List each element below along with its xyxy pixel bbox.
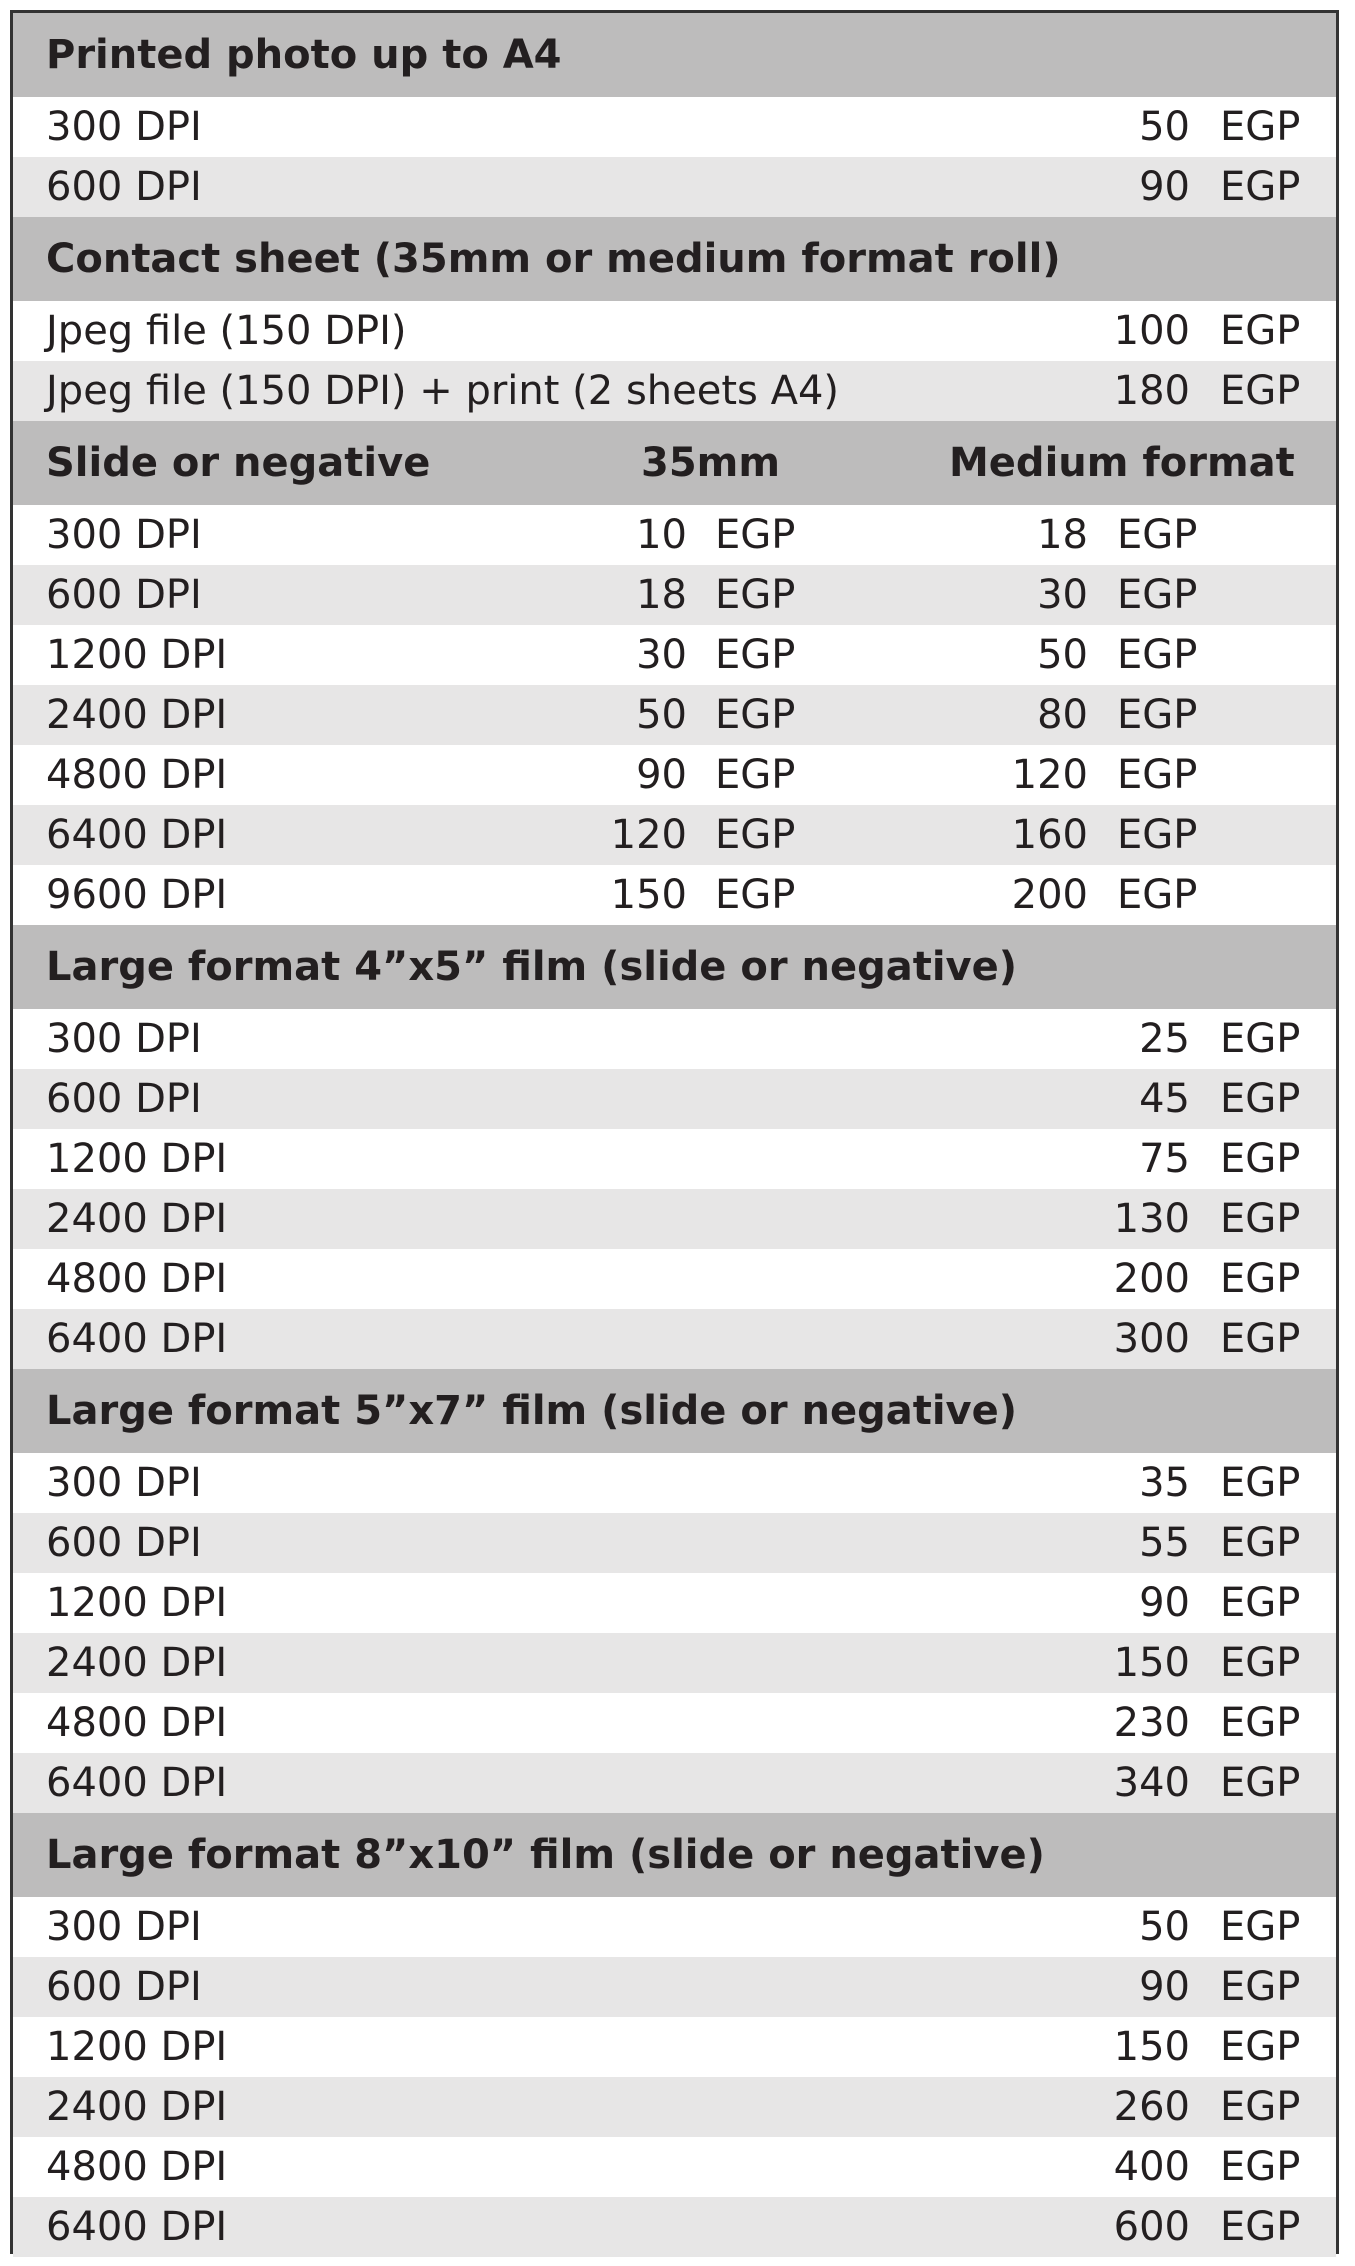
currency: EGP <box>1220 164 1301 210</box>
price: 340 <box>1113 1760 1190 1806</box>
price-medium-format: 18 <box>1037 512 1088 558</box>
column-header-medium-format: Medium format <box>949 440 1295 486</box>
price-35mm: 10 <box>636 512 687 558</box>
price-35mm: 150 <box>610 872 687 918</box>
currency: EGP <box>1220 1196 1301 1242</box>
currency: EGP <box>1220 1520 1301 1566</box>
row-label: 2400 DPI <box>46 692 228 738</box>
price-row <box>13 361 1336 421</box>
section-header <box>13 1813 1336 1897</box>
price-row <box>13 1897 1336 1957</box>
section-title: Contact sheet (35mm or medium format roll) <box>46 236 1061 282</box>
row-label: 2400 DPI <box>46 2084 228 2130</box>
price-medium-format: 200 <box>1011 872 1088 918</box>
row-label: 1200 DPI <box>46 632 228 678</box>
price-list <box>10 10 1339 2254</box>
currency: EGP <box>1220 1460 1301 1506</box>
price-35mm: 30 <box>636 632 687 678</box>
section-header <box>13 13 1336 97</box>
price: 100 <box>1113 308 1190 354</box>
price-35mm: 18 <box>636 572 687 618</box>
price-row <box>13 1693 1336 1753</box>
row-label: 1200 DPI <box>46 1136 228 1182</box>
row-label: 4800 DPI <box>46 2144 228 2190</box>
price-row <box>13 505 1336 565</box>
price-row <box>13 1753 1336 1813</box>
currency: EGP <box>1220 104 1301 150</box>
price: 150 <box>1113 1640 1190 1686</box>
currency: EGP <box>1220 1016 1301 1062</box>
currency: EGP <box>1220 368 1301 414</box>
row-label: 6400 DPI <box>46 2204 228 2250</box>
price-medium-format: 80 <box>1037 692 1088 738</box>
row-label: 300 DPI <box>46 104 202 150</box>
currency: EGP <box>1220 1256 1301 1302</box>
row-label: 6400 DPI <box>46 812 228 858</box>
price-35mm: 90 <box>636 752 687 798</box>
price-row <box>13 1633 1336 1693</box>
currency-medium-format: EGP <box>1117 512 1198 558</box>
row-label: 6400 DPI <box>46 1316 228 1362</box>
price-row <box>13 301 1336 361</box>
row-label: 2400 DPI <box>46 1640 228 1686</box>
price-row <box>13 1309 1336 1369</box>
currency: EGP <box>1220 2024 1301 2070</box>
price-row <box>13 865 1336 925</box>
currency: EGP <box>1220 1580 1301 1626</box>
currency-medium-format: EGP <box>1117 752 1198 798</box>
price-row <box>13 2017 1336 2077</box>
section-header <box>13 217 1336 301</box>
section-header <box>13 1369 1336 1453</box>
row-label: 1200 DPI <box>46 1580 228 1626</box>
price-row <box>13 1573 1336 1633</box>
price-medium-format: 50 <box>1037 632 1088 678</box>
row-label: 4800 DPI <box>46 1256 228 1302</box>
section-title: Printed photo up to A4 <box>46 32 562 78</box>
section-header <box>13 421 1336 505</box>
price-row <box>13 625 1336 685</box>
row-label: 300 DPI <box>46 1460 202 1506</box>
row-label: 600 DPI <box>46 164 202 210</box>
price: 300 <box>1113 1316 1190 1362</box>
price-row <box>13 805 1336 865</box>
currency-medium-format: EGP <box>1117 632 1198 678</box>
row-label: 1200 DPI <box>46 2024 228 2070</box>
row-label: 6400 DPI <box>46 1760 228 1806</box>
price-row <box>13 1453 1336 1513</box>
currency-35mm: EGP <box>715 512 796 558</box>
row-label: Jpeg file (150 DPI) + print (2 sheets A4) <box>46 368 840 414</box>
row-label: 600 DPI <box>46 1520 202 1566</box>
currency: EGP <box>1220 2204 1301 2250</box>
currency: EGP <box>1220 1136 1301 1182</box>
price: 90 <box>1139 1964 1190 2010</box>
currency-35mm: EGP <box>715 812 796 858</box>
price: 180 <box>1113 368 1190 414</box>
price: 55 <box>1139 1520 1190 1566</box>
row-label: 600 DPI <box>46 1076 202 1122</box>
currency-medium-format: EGP <box>1117 692 1198 738</box>
currency: EGP <box>1220 1316 1301 1362</box>
currency-35mm: EGP <box>715 872 796 918</box>
currency: EGP <box>1220 1076 1301 1122</box>
currency-35mm: EGP <box>715 632 796 678</box>
row-label: 600 DPI <box>46 572 202 618</box>
row-label: 2400 DPI <box>46 1196 228 1242</box>
price: 75 <box>1139 1136 1190 1182</box>
price: 400 <box>1113 2144 1190 2190</box>
currency: EGP <box>1220 308 1301 354</box>
price-row <box>13 745 1336 805</box>
price: 90 <box>1139 164 1190 210</box>
row-label: 4800 DPI <box>46 1700 228 1746</box>
price-row <box>13 97 1336 157</box>
row-label: 600 DPI <box>46 1964 202 2010</box>
price-row <box>13 1513 1336 1573</box>
price: 230 <box>1113 1700 1190 1746</box>
price-row <box>13 685 1336 745</box>
price-row <box>13 1069 1336 1129</box>
row-label: 300 DPI <box>46 1904 202 1950</box>
currency: EGP <box>1220 1904 1301 1950</box>
section-header <box>13 925 1336 1009</box>
currency-35mm: EGP <box>715 572 796 618</box>
price: 600 <box>1113 2204 1190 2250</box>
currency-35mm: EGP <box>715 752 796 798</box>
price-medium-format: 120 <box>1011 752 1088 798</box>
currency: EGP <box>1220 2144 1301 2190</box>
price-row <box>13 2077 1336 2137</box>
price: 130 <box>1113 1196 1190 1242</box>
column-header-35mm: 35mm <box>641 440 781 486</box>
price-35mm: 50 <box>636 692 687 738</box>
price-row <box>13 1249 1336 1309</box>
price-row <box>13 2137 1336 2197</box>
price: 50 <box>1139 1904 1190 1950</box>
currency-medium-format: EGP <box>1117 812 1198 858</box>
row-label: 9600 DPI <box>46 872 228 918</box>
price: 45 <box>1139 1076 1190 1122</box>
price: 50 <box>1139 104 1190 150</box>
price-row <box>13 1957 1336 2017</box>
currency: EGP <box>1220 1640 1301 1686</box>
currency-medium-format: EGP <box>1117 572 1198 618</box>
price-row <box>13 1009 1336 1069</box>
currency-35mm: EGP <box>715 692 796 738</box>
row-label: 300 DPI <box>46 512 202 558</box>
price: 150 <box>1113 2024 1190 2070</box>
currency: EGP <box>1220 1964 1301 2010</box>
row-label: 300 DPI <box>46 1016 202 1062</box>
currency: EGP <box>1220 1700 1301 1746</box>
price-row <box>13 157 1336 217</box>
price-row <box>13 1129 1336 1189</box>
price-row <box>13 1189 1336 1249</box>
price-35mm: 120 <box>610 812 687 858</box>
price-row <box>13 565 1336 625</box>
currency: EGP <box>1220 1760 1301 1806</box>
price: 200 <box>1113 1256 1190 1302</box>
price: 35 <box>1139 1460 1190 1506</box>
price: 25 <box>1139 1016 1190 1062</box>
section-title: Large format 8”x10” film (slide or negative) <box>46 1832 1045 1878</box>
price: 260 <box>1113 2084 1190 2130</box>
section-title: Large format 5”x7” film (slide or negative) <box>46 1388 1018 1434</box>
price-medium-format: 160 <box>1011 812 1088 858</box>
section-title: Slide or negative <box>46 440 431 486</box>
price-row <box>13 2197 1336 2257</box>
currency-medium-format: EGP <box>1117 872 1198 918</box>
section-title: Large format 4”x5” film (slide or negative) <box>46 944 1018 990</box>
price: 90 <box>1139 1580 1190 1626</box>
row-label: Jpeg file (150 DPI) <box>46 308 407 354</box>
price-medium-format: 30 <box>1037 572 1088 618</box>
currency: EGP <box>1220 2084 1301 2130</box>
row-label: 4800 DPI <box>46 752 228 798</box>
